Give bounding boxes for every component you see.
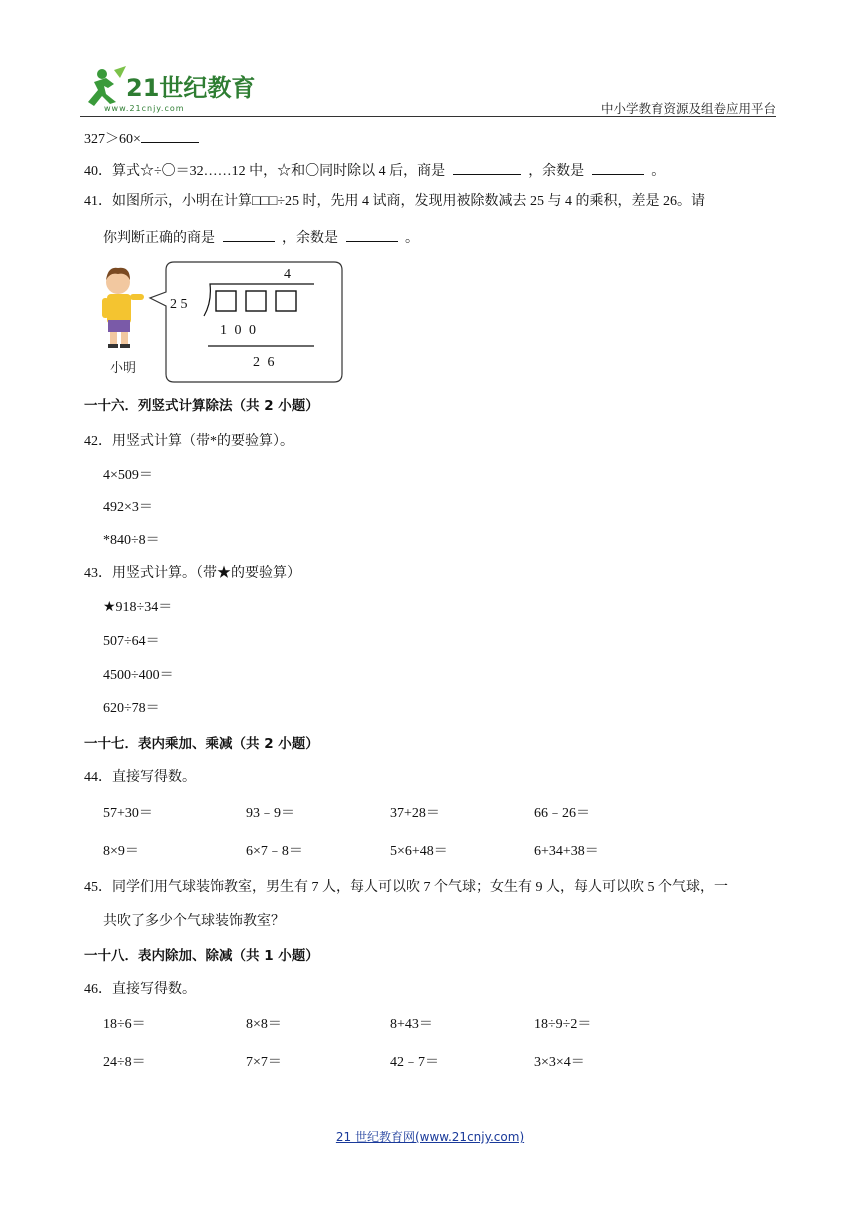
question-40: 40．算式☆÷〇＝32……12 中，☆和〇同时除以 4 后，商是 ，余数是 。 [84, 160, 665, 182]
section-title-18: 一十八．表内除加、除减（共 1 小题） [84, 948, 319, 964]
question-45-line2: 共吹了多少个气球装饰教室？ [103, 914, 285, 929]
grid-cell: 5×6+48＝ [390, 844, 448, 859]
grid-cell: 8+43＝ [390, 1017, 433, 1032]
grid-cell: 66﹣26＝ [534, 806, 590, 821]
question-42: 42．用竖式计算（带*的要验算）。 [84, 434, 294, 449]
list-item: 4500÷400＝ [103, 668, 174, 683]
list-item: ★918÷34＝ [103, 600, 173, 615]
question-41-line2: 你判断正确的商是 ，余数是 。 [103, 227, 419, 249]
grid-cell: 3×3×4＝ [534, 1055, 585, 1070]
question-41-line1: 41．如图所示，小明在计算□□□÷25 时，先用 4 试商，发现用被除数减去 25 与 4 的乘积，差是 26。请 [84, 194, 706, 209]
question-46: 46．直接写得数。 [84, 982, 196, 997]
figure-caption: 小明 [110, 361, 137, 376]
child-illustration [102, 268, 144, 348]
svg-text:21世纪教育: 21世纪教育 [126, 74, 256, 102]
grid-cell: 93﹣9＝ [246, 806, 295, 821]
grid-cell: 18÷9÷2＝ [534, 1017, 592, 1032]
q39-tail [84, 128, 199, 150]
answer-blank-remainder[interactable] [346, 227, 398, 242]
list-item: 492×3＝ [103, 500, 153, 515]
list-item: *840÷8＝ [103, 533, 160, 548]
grid-cell: 24÷8＝ [103, 1055, 146, 1070]
runner-logo-icon [80, 64, 260, 114]
question-45-line1: 45．同学们用气球装饰教室，男生有 7 人，每人可以吹 7 个气球；女生有 9 人，每人可以吹 5 个气球，一 [84, 880, 728, 895]
answer-blank-quotient[interactable] [223, 227, 275, 242]
grid-cell: 18÷6＝ [103, 1017, 146, 1032]
list-item: 4×509＝ [103, 468, 153, 483]
answer-blank-remainder[interactable] [592, 160, 644, 175]
list-item: 507÷64＝ [103, 634, 160, 649]
figure-quotient: 4 [284, 267, 291, 282]
grid-cell: 6+34+38＝ [534, 844, 599, 859]
svg-text:www.21cnjy.com: www.21cnjy.com [104, 104, 185, 113]
answer-blank[interactable] [141, 128, 199, 143]
grid-cell: 7×7＝ [246, 1055, 282, 1070]
q39-expression: 327＞60× [84, 132, 141, 147]
grid-cell: 57+30＝ [103, 806, 153, 821]
list-item: 620÷78＝ [103, 701, 160, 716]
figure-product: 1 0 0 [220, 323, 258, 338]
footer-link[interactable]: 21 世纪教育网(www.21cnjy.com) [335, 1130, 525, 1144]
grid-cell: 6×7﹣8＝ [246, 844, 303, 859]
section-title-17: 一十七．表内乘加、乘减（共 2 小题） [84, 736, 319, 752]
header-divider [80, 116, 776, 117]
question-43: 43．用竖式计算。（带★的要验算） [84, 566, 301, 581]
grid-cell: 8×9＝ [103, 844, 139, 859]
question-44: 44．直接写得数。 [84, 770, 196, 785]
answer-blank-quotient[interactable] [453, 160, 521, 175]
division-figure [98, 258, 344, 384]
brand-logo [80, 64, 260, 114]
figure-difference: 2 6 [253, 355, 277, 370]
grid-cell: 8×8＝ [246, 1017, 282, 1032]
figure-divisor: 2 5 [170, 297, 188, 312]
grid-cell: 37+28＝ [390, 806, 440, 821]
platform-name: 中小学教育资源及组卷应用平台 [600, 101, 776, 116]
grid-cell: 42﹣7＝ [390, 1055, 439, 1070]
section-title-16: 一十六．列竖式计算除法（共 2 小题） [84, 398, 319, 414]
